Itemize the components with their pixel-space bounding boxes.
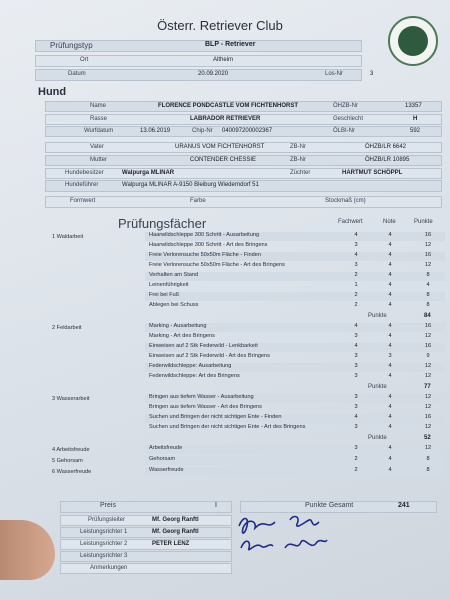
table-row <box>145 292 445 301</box>
group-total: 84 <box>424 313 431 319</box>
farbe-label: Farbe <box>190 198 206 204</box>
activity-cell: Freie Verlorensuche 50x50m Fläche - Finden <box>149 252 261 258</box>
pkt-cell: 9 <box>426 353 430 359</box>
pkt-cell: 12 <box>424 394 432 400</box>
col-fachwert: Fachwert <box>338 219 363 225</box>
table-row <box>145 456 445 465</box>
group-label: 6 Wasserfreude <box>52 469 92 475</box>
activity-cell: Einweisen auf 2 Stk Federwild - Lenkbarkeit <box>149 343 258 349</box>
pkt-cell: 12 <box>424 333 432 339</box>
group-label: 3 Wasserarbeit <box>52 396 90 402</box>
activity-cell: Leinenführigkeit <box>149 282 189 288</box>
table-row <box>145 343 445 352</box>
table-row <box>145 232 445 241</box>
zb2-value: ÖHZB/LR 10895 <box>365 157 410 163</box>
geschlecht-value: H <box>413 116 418 122</box>
pkt-cell: 8 <box>426 467 430 473</box>
pkt-cell: 8 <box>426 272 430 278</box>
activity-cell: Wasserfreude <box>149 467 184 473</box>
activity-cell: Ablegen bei Schuss <box>149 302 199 308</box>
fw-cell: 2 <box>354 467 358 473</box>
note-cell: 4 <box>388 282 392 288</box>
activity-cell: Suchen und Bringen der nicht sichtigen Ente - Art des Bringens <box>149 424 306 430</box>
lr1-label: Leistungsrichter 1 <box>80 529 128 535</box>
name-label: Name <box>90 103 107 109</box>
pruefungsleiter-label: Prüfungsleiter <box>88 517 126 523</box>
punkte-label: Punkte <box>368 313 387 319</box>
group-label: 2 Feldarbeit <box>52 325 82 331</box>
note-cell: 4 <box>388 232 392 238</box>
pkt-cell: 8 <box>426 302 430 308</box>
formwert-label: Formwert <box>70 198 96 204</box>
zb1-label: ZB-Nr <box>290 144 306 150</box>
table-row <box>145 373 445 382</box>
thumb <box>0 520 55 580</box>
lr2-label: Leistungsrichter 2 <box>80 541 128 547</box>
note-cell: 4 <box>388 333 392 339</box>
pkt-cell: 16 <box>424 252 432 258</box>
datum-label: Datum <box>68 71 86 77</box>
table-row <box>145 394 445 403</box>
geschlecht-label: Geschlecht <box>333 116 364 122</box>
table-row <box>145 262 445 271</box>
vater-label: Vater <box>90 144 104 150</box>
col-note: Note <box>383 219 396 225</box>
note-cell: 3 <box>388 353 392 359</box>
losnr-value: 3 <box>370 71 374 77</box>
besitzer-label: Hundebesitzer <box>65 170 104 176</box>
note-cell: 4 <box>388 242 392 248</box>
activity-cell: Frei bei Fuß <box>149 292 180 298</box>
lr2-value: PETER LENZ <box>152 541 190 547</box>
mutter-value: CONTENDER CHESSIE <box>190 157 257 163</box>
activity-cell: Bringen aus tiefem Wasser - Ausarbeitung <box>149 394 254 400</box>
punkte-gesamt-label: Punkte Gesamt <box>305 502 354 509</box>
activity-cell: Freie Verlorensuche 50x50m Fläche - Art des Bringens <box>149 262 285 268</box>
fw-cell: 3 <box>354 333 358 339</box>
formwert-row <box>45 196 442 208</box>
faecher-heading: Prüfungsfächer <box>118 216 207 231</box>
table-row <box>145 252 445 261</box>
pkt-cell: 16 <box>424 232 432 238</box>
group-label: 1 Waldarbeit <box>52 234 84 240</box>
pkt-cell: 8 <box>426 456 430 462</box>
pruefungstyp-value: BLP - Retriever <box>205 41 256 48</box>
fw-cell: 2 <box>354 302 358 308</box>
note-cell: 4 <box>388 456 392 462</box>
zuechter-label: Züchter <box>290 170 311 176</box>
table-row <box>145 323 445 332</box>
pkt-cell: 12 <box>424 404 432 410</box>
pkt-cell: 12 <box>424 262 432 268</box>
lr3-label: Leistungsrichter 3 <box>80 553 128 559</box>
pkt-cell: 12 <box>424 242 432 248</box>
club-logo <box>388 16 438 66</box>
table-row <box>145 282 445 291</box>
group-label: 5 Gehorsam <box>52 458 83 464</box>
activity-cell: Federwildschleppe: Art des Bringens <box>149 373 240 379</box>
fw-cell: 2 <box>354 272 358 278</box>
note-cell: 4 <box>388 272 392 278</box>
fuehrer-label: Hundeführer <box>65 182 99 188</box>
note-cell: 4 <box>388 404 392 410</box>
pkt-cell: 8 <box>426 292 430 298</box>
punkte-gesamt-value: 241 <box>398 502 410 509</box>
fw-cell: 3 <box>354 242 358 248</box>
note-cell: 4 <box>388 292 392 298</box>
pruefungstyp-label: Prüfungstyp <box>50 41 93 50</box>
activity-cell: Gehorsam <box>149 456 176 462</box>
table-row <box>145 424 445 433</box>
fw-cell: 4 <box>354 232 358 238</box>
pkt-cell: 4 <box>426 282 430 288</box>
fw-cell: 4 <box>354 323 358 329</box>
preis-row <box>60 501 232 513</box>
note-cell: 4 <box>388 363 392 369</box>
fw-cell: 2 <box>354 292 358 298</box>
fw-cell: 3 <box>354 445 358 451</box>
losnr-label: Los-Nr <box>325 71 344 77</box>
oeslb-label: ÖLBI-Nr <box>333 128 356 134</box>
zuechter-value: HARTMUT SCHÖPPL <box>342 170 403 176</box>
pkt-cell: 16 <box>424 343 432 349</box>
activity-cell: Suchen und Bringen der nicht sichtigen Ente - Finden <box>149 414 282 420</box>
fw-cell: 3 <box>354 363 358 369</box>
retriever-emblem-icon <box>398 26 428 56</box>
table-row <box>145 333 445 342</box>
punkte-label: Punkte <box>368 435 387 441</box>
group-label: 4 Arbeitsfreude <box>52 447 90 453</box>
pkt-cell: 16 <box>424 414 432 420</box>
pkt-cell: 16 <box>424 323 432 329</box>
chip-label: Chip-Nr <box>192 128 213 134</box>
pkt-cell: 12 <box>424 363 432 369</box>
table-row <box>145 445 445 454</box>
wurfdatum-label: Wurfdatum <box>84 128 114 134</box>
zb2-label: ZB-Nr <box>290 157 306 163</box>
activity-cell: Marking - Ausarbeitung <box>149 323 207 329</box>
besitzer-value: Walpurga MLINAR <box>122 170 175 176</box>
table-row <box>145 363 445 372</box>
name-value: FLORENCE PONDCASTLE VOM FICHTENHORST <box>158 103 299 109</box>
chip-value: 040097200002367 <box>222 128 273 134</box>
fw-cell: 2 <box>354 456 358 462</box>
note-cell: 4 <box>388 467 392 473</box>
preis-label: Preis <box>100 502 116 509</box>
note-cell: 4 <box>388 373 392 379</box>
note-cell: 4 <box>388 302 392 308</box>
oeslb-value: 592 <box>410 128 421 134</box>
lr1-value: Mf. Georg Ranftl <box>152 529 199 535</box>
note-cell: 4 <box>388 424 392 430</box>
fw-cell: 4 <box>354 414 358 420</box>
fw-cell: 4 <box>354 252 358 258</box>
activity-cell: Bringen aus tiefem Wasser - Art des Bringens <box>149 404 262 410</box>
oehzb-value: 13357 <box>405 103 422 109</box>
vater-value: URANUS VOM FICHTENHORST <box>175 144 265 150</box>
judges-signature <box>235 512 330 557</box>
fw-cell: 3 <box>354 353 358 359</box>
activity-cell: Federwildschleppe: Ausarbeitung <box>149 363 232 369</box>
rasse-value: LABRADOR RETRIEVER <box>190 116 261 122</box>
pkt-cell: 12 <box>424 424 432 430</box>
pkt-cell: 12 <box>424 445 432 451</box>
wurfdatum-value: 13.06.2019 <box>140 128 171 134</box>
activity-cell: Verhalten am Stand <box>149 272 199 278</box>
group-total: 77 <box>424 384 431 390</box>
fw-cell: 3 <box>354 404 358 410</box>
zb1-value: ÖHZB/LR 6642 <box>365 144 407 150</box>
fw-cell: 4 <box>354 343 358 349</box>
note-cell: 4 <box>388 262 392 268</box>
stockmass-label: Stockmaß (cm) <box>325 198 366 204</box>
table-row <box>145 302 445 311</box>
activity-cell: Haarwildschleppe 300 Schritt - Art des Bringens <box>149 242 268 248</box>
activity-cell: Einweisen auf 2 Stk Federwild - Art des Bringens <box>149 353 270 359</box>
fw-cell: 3 <box>354 394 358 400</box>
oehzb-label: ÖHZB-Nr <box>333 103 358 109</box>
datum-value: 20.09.2020 <box>198 71 229 77</box>
anmerkungen-label: Anmerkungen <box>90 565 128 571</box>
pruefungsleiter-value: Mf. Georg Ranftl <box>152 517 199 523</box>
table-row <box>145 242 445 251</box>
ort-value: Altheim <box>213 57 234 63</box>
club-title: Österr. Retriever Club <box>157 18 283 33</box>
activity-cell: Arbeitsfreude <box>149 445 183 451</box>
table-row <box>145 272 445 281</box>
col-punkte: Punkte <box>414 219 433 225</box>
note-cell: 4 <box>388 414 392 420</box>
pkt-cell: 12 <box>424 373 432 379</box>
note-cell: 4 <box>388 394 392 400</box>
ort-label: Ort <box>80 57 89 63</box>
pruefungsleiter-row <box>60 515 232 526</box>
punkte-label: Punkte <box>368 384 387 390</box>
note-cell: 4 <box>388 252 392 258</box>
group-total: 52 <box>424 435 431 441</box>
fw-cell: 3 <box>354 424 358 430</box>
note-cell: 4 <box>388 445 392 451</box>
fw-cell: 3 <box>354 373 358 379</box>
table-row <box>145 353 445 362</box>
note-cell: 4 <box>388 343 392 349</box>
table-row <box>145 404 445 413</box>
fuehrer-value: Walpurga MLINAR A-9150 Bleiburg Wiederndorf 51 <box>122 182 259 188</box>
table-row <box>145 467 445 476</box>
preis-value: I <box>215 502 217 509</box>
note-cell: 4 <box>388 323 392 329</box>
fw-cell: 3 <box>354 262 358 268</box>
activity-cell: Marking - Art des Bringens <box>149 333 215 339</box>
rasse-label: Rasse <box>90 116 108 122</box>
mutter-label: Mutter <box>90 157 108 163</box>
hund-heading: Hund <box>38 86 67 98</box>
fw-cell: 1 <box>354 282 358 288</box>
anmerkungen-row <box>60 563 232 574</box>
activity-cell: Haarwildschleppe 300 Schritt - Ausarbeitung <box>149 232 260 238</box>
table-row <box>145 414 445 423</box>
